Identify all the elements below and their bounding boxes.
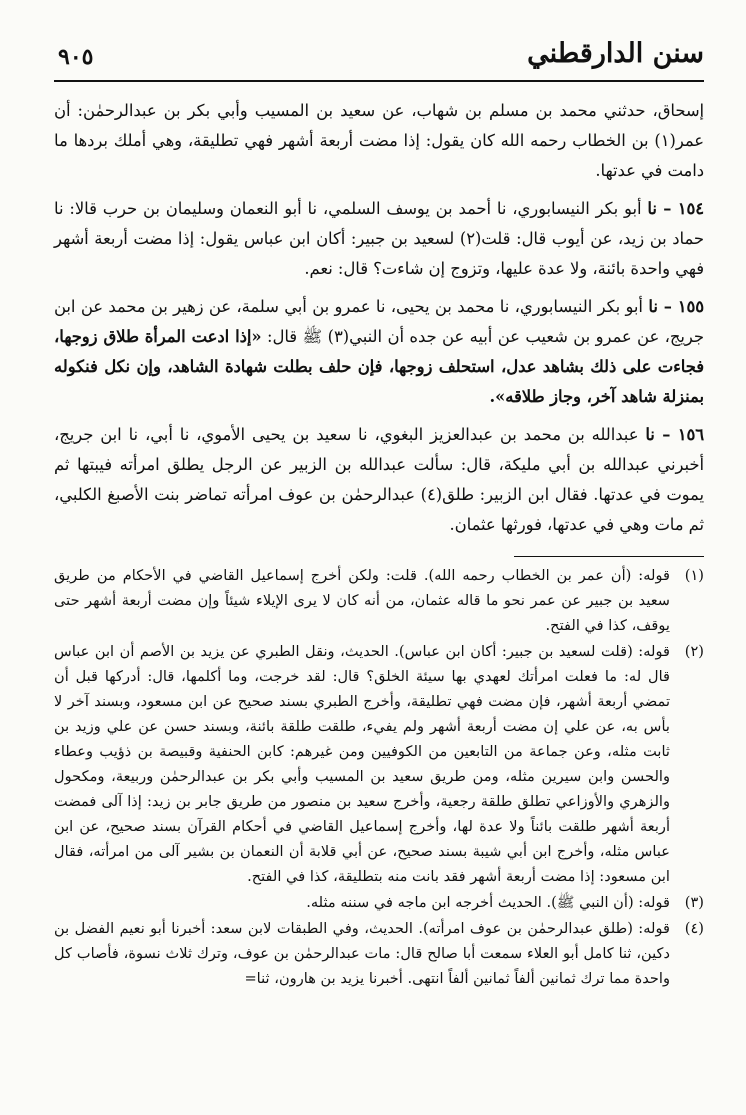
footnote-text: قوله: (قلت لسعيد بن جبير: أكان ابن عباس). الحديث، ونقل الطبري عن يزيد بن الأصم أن ابن عباس قال له: ما فعلت امرأتك لعهدي بها سيئة الخلق؟ قال: لقد خرجت، وما أكلمها، قال: أدركها قبل أن تمضي أربعة أشهر، فإن مضت فهي تطليقة، وأخرج الطبري بسند صحيح عن ابن مسعود، وبسند آخر لا بأس به، عن علي إن مضت أربعة أشهر ولم يفيء، طلقت طلقة بائنة، وبسند حسن عن علي وزيد بن ثابت مثله، وعن جماعة من التابعين من الكوفيين ومن غيرهم: كابن الحنفية وقبيصة بن ذؤيب وعطاء والحسن وابن سيرين مثله، ومن طريق سعيد بن المسيب وأبي بكر بن عبدالرحمٰن وربيعة، ومكحول والزهري والأوزاعي تطلق طلقة رجعية، وأخرج سعيد بن منصور من طريق جابر بن زيد: إذا آلى فمضت أربعة أشهر طلقت بائناً ولا عدة لها، وأخرج إسماعيل القاضي في أحكام القرآن بسند صحيح، عن ابن عباس مثله، وأخرج ابن أبي شيبة بسند صحيح، عن أبي قلابة أن النعمان بن بشير آلى من امرأته، فقال ابن مسعود: إذا مضت أربعة أشهر فقد بانت منه بتطليقة، كذا في الفتح. [54, 643, 670, 885]
page-header [54, 38, 704, 82]
footnote-label: (١) [684, 567, 704, 584]
footnote [54, 639, 704, 889]
footnotes [54, 563, 704, 991]
hadith-number: ١٥٤ – نا [647, 199, 704, 218]
hadith-text: أبو بكر النيسابوري، نا محمد بن يحيى، نا عمرو بن أبي سلمة، عن زهير بن محمد عن ابن جريج، عن عمرو بن شعيب عن أبيه عن جده أن النبي(٣) ﷺ قال: [54, 297, 704, 346]
footnote-text: قوله: (أن عمر بن الخطاب رحمه الله). قلت: ولكن أخرج إسماعيل القاضي في الأحكام من طريق سعيد بن جبير عن عمر نحو ما قاله عثمان، من أنه كان لا يرى الإيلاء شيئاً وإن مضت أربعة أشهر حتى يوقف، كذا في الفتح. [54, 567, 670, 634]
footnote-separator [514, 556, 704, 557]
hadith-154 [54, 194, 704, 284]
paragraph-continuation [54, 96, 704, 186]
footnote-label: (٤) [684, 920, 704, 937]
page-number: ٩٠٥ [58, 44, 94, 70]
footnote-label: (٣) [684, 894, 704, 911]
hadith-156 [54, 420, 704, 540]
main-text [54, 96, 704, 540]
paragraph-text: إسحاق، حدثني محمد بن مسلم بن شهاب، عن سعيد بن المسيب وأبي بكر بن عبدالرحمٰن: أن عمر(١) بن الخطاب رحمه الله كان يقول: إذا مضت أربعة أشهر فهي تطليقة، وهي أملك بردها ما دامت في عدتها. [54, 101, 704, 180]
hadith-155 [54, 292, 704, 412]
footnote [54, 890, 704, 915]
book-title: سنن الدارقطني [527, 38, 704, 69]
footnote-text: قوله: (طلق عبدالرحمٰن بن عوف امرأته). الحديث، وفي الطبقات لابن سعد: أخبرنا أبو نعيم الفضل بن دكين، ثنا كامل أبو العلاء سمعت أبا صالح قال: مات عبدالرحمٰن بن عوف، وترك ثلاث نسوة، فأصاب كل واحدة مما ترك ثمانين ألفاً ثمانين ألفاً انتهى. أخبرنا يزيد بن هارون، ثنا= [54, 920, 670, 987]
hadith-number: ١٥٥ – نا [648, 297, 704, 316]
page [54, 38, 704, 992]
hadith-text: أبو بكر النيسابوري، نا أحمد بن يوسف السلمي، نا أبو النعمان وسليمان بن حرب قالا: نا حماد بن زيد، عن أيوب قال: قلت(٢) لسعيد بن جبير: أكان ابن عباس يقول: إذا مضت أربعة أشهر فهي واحدة بائنة، ولا عدة عليها، وتزوج إن شاءت؟ قال: نعم. [54, 199, 704, 278]
footnote-text: قوله: (أن النبي ﷺ). الحديث أخرجه ابن ماجه في سننه مثله. [306, 894, 670, 911]
footnote-label: (٢) [684, 643, 704, 660]
hadith-number: ١٥٦ – نا [645, 425, 704, 444]
footnote [54, 916, 704, 991]
header-rule [54, 80, 704, 82]
footnote [54, 563, 704, 638]
prophetic-saying: «إذا ادعت المرأة طلاق زوجها، فجاءت على ذلك بشاهد عدل، استحلف زوجها، فإن حلف بطلت شهادة الشاهد، وإن نكل فنكوله بمنزلة شاهد آخر، وجاز طلاقه». [54, 327, 704, 406]
hadith-text: عبدالله بن محمد بن عبدالعزيز البغوي، نا سعيد بن يحيى الأموي، نا أبي، نا ابن جريج، أخبرني عبدالله بن أبي مليكة، قال: سألت عبدالله بن الزبير عن الرجل يطلق امرأته فيبتها ثم يموت في عدتها. فقال ابن الزبير: طلق(٤) عبدالرحمٰن بن عوف امرأته تماضر بنت الأصبغ الكلبي، ثم مات وهي في عدتها، فورثها عثمان. [54, 425, 705, 534]
